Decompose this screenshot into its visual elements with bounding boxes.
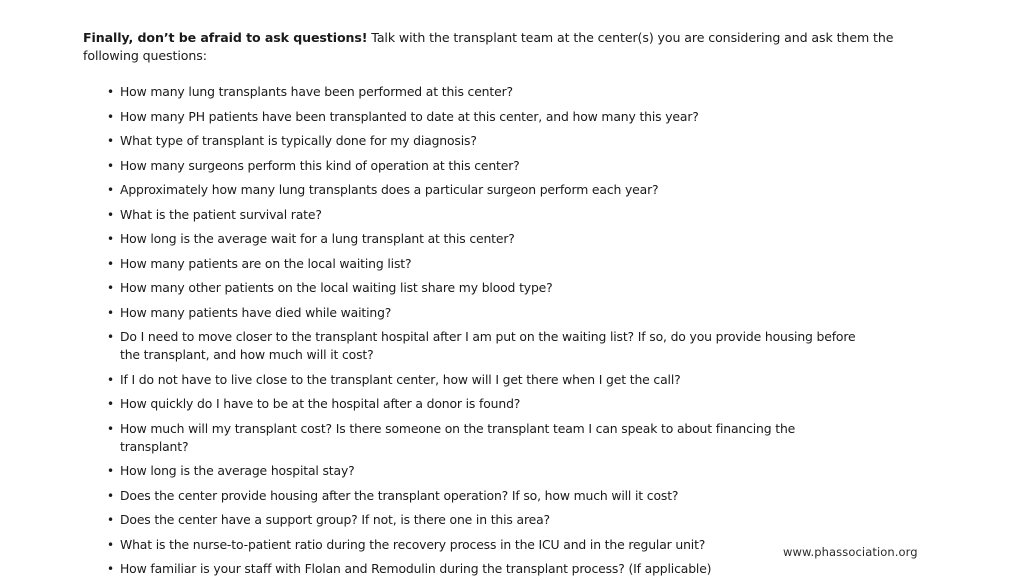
question-text: How long is the average wait for a lung transplant at this center? bbox=[120, 231, 515, 246]
question-text: How familiar is your staff with Flolan and Remodulin during the transplant process? (If applicable) bbox=[120, 561, 712, 576]
question-text: What type of transplant is typically done for my diagnosis? bbox=[120, 133, 477, 148]
bullet-icon: • bbox=[107, 464, 114, 478]
question-item bbox=[107, 83, 867, 101]
question-item bbox=[107, 536, 867, 554]
question-item bbox=[107, 420, 867, 456]
bullet-icon: • bbox=[107, 134, 114, 148]
question-item bbox=[107, 560, 867, 578]
question-text: How many lung transplants have been performed at this center? bbox=[120, 84, 513, 99]
bullet-icon: • bbox=[107, 232, 114, 246]
question-item bbox=[107, 157, 867, 175]
question-text: How much will my transplant cost? Is there someone on the transplant team I can speak to about financing the transplant? bbox=[120, 420, 796, 454]
question-text: How many patients are on the local waiting list? bbox=[120, 255, 412, 271]
question-item bbox=[107, 108, 867, 126]
intro-text: Talk with the transplant team at the center(s) you are considering and ask them the following questions: bbox=[83, 30, 894, 63]
question-text: What is the patient survival rate? bbox=[120, 206, 322, 222]
bullet-icon: • bbox=[107, 281, 114, 295]
question-item bbox=[107, 371, 867, 389]
question-text: How many other patients on the local waiting list share my blood type? bbox=[120, 280, 553, 295]
question-item bbox=[107, 132, 867, 150]
question-item bbox=[107, 206, 867, 224]
question-text: Approximately how many lung transplants does a particular surgeon perform each year? bbox=[120, 182, 659, 197]
bullet-icon: • bbox=[107, 488, 114, 503]
question-text: If I do not have to live close to the transplant center, how will I get there when I get the call? bbox=[120, 371, 681, 387]
footer-url[interactable]: www.phassociation.org bbox=[783, 545, 918, 559]
bullet-icon: • bbox=[107, 330, 114, 344]
question-item bbox=[107, 230, 867, 248]
bullet-icon: • bbox=[107, 513, 114, 527]
question-item bbox=[107, 255, 867, 273]
question-item bbox=[107, 487, 867, 505]
bullet-icon: • bbox=[107, 183, 114, 197]
question-text: How many surgeons perform this kind of operation at this center? bbox=[120, 157, 520, 173]
bullet-icon: • bbox=[107, 305, 114, 320]
questions-list bbox=[107, 83, 867, 585]
question-item bbox=[107, 328, 867, 364]
intro-bold-lead: Finally, don’t be afraid to ask questions! bbox=[83, 30, 368, 45]
question-text: How many PH patients have been transplanted to date at this center, and how many this year? bbox=[120, 108, 699, 124]
question-text: Do I need to move closer to the transplant hospital after I am put on the waiting list? If so, do you provide housing before the transplant, and how much will it cost? bbox=[120, 329, 856, 362]
question-text: How quickly do I have to be at the hospital after a donor is found? bbox=[120, 396, 521, 411]
question-item bbox=[107, 511, 867, 529]
question-item bbox=[107, 395, 867, 413]
bullet-icon: • bbox=[107, 207, 114, 222]
bullet-icon: • bbox=[107, 158, 114, 173]
question-text: How long is the average hospital stay? bbox=[120, 463, 355, 478]
bullet-icon: • bbox=[107, 372, 114, 387]
bullet-icon: • bbox=[107, 85, 114, 99]
question-item bbox=[107, 181, 867, 199]
bullet-icon: • bbox=[107, 562, 114, 576]
question-item bbox=[107, 304, 867, 322]
question-text: Does the center provide housing after the transplant operation? If so, how much will it cost? bbox=[120, 487, 679, 503]
bullet-icon: • bbox=[107, 397, 114, 411]
question-item bbox=[107, 462, 867, 480]
intro-paragraph bbox=[83, 29, 903, 65]
question-text: Does the center have a support group? If not, is there one in this area? bbox=[120, 512, 550, 527]
bullet-icon: • bbox=[107, 256, 114, 271]
bullet-icon: • bbox=[107, 109, 114, 124]
bullet-icon: • bbox=[107, 537, 114, 552]
question-text: How many patients have died while waiting? bbox=[120, 304, 392, 320]
question-item bbox=[107, 279, 867, 297]
question-text: What is the nurse-to-patient ratio during the recovery process in the ICU and in the regular unit? bbox=[120, 536, 706, 552]
bullet-icon: • bbox=[107, 421, 114, 436]
